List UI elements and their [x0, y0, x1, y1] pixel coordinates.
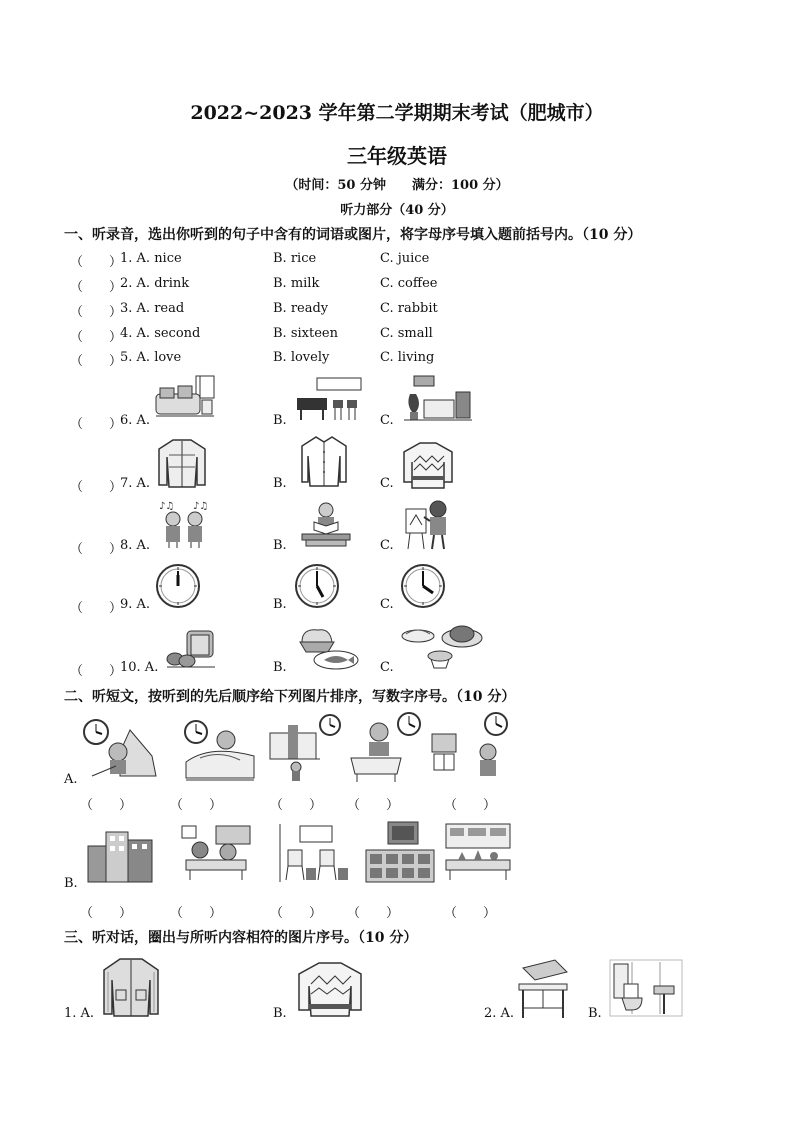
option-c: C. small — [380, 326, 433, 341]
q1-option-a: 1. A. — [64, 1006, 95, 1021]
order-blank[interactable]: （ ） — [347, 798, 400, 813]
sweater-icon[interactable] — [400, 440, 456, 490]
option-c: C. — [380, 538, 394, 553]
q2-option-b: B. — [588, 1006, 602, 1021]
clock-four-icon[interactable] — [400, 563, 446, 609]
option-b: B. sixteen — [273, 326, 338, 341]
wakeup-scene-icon[interactable] — [80, 716, 160, 784]
answer-paren[interactable]: （ ） — [70, 480, 123, 495]
option-a: 10. A. — [120, 660, 159, 675]
answer-paren[interactable]: （ ） — [70, 417, 123, 432]
option-a: 1. A. nice — [120, 251, 182, 266]
kids-singing-icon[interactable] — [157, 499, 211, 549]
option-c: C. — [380, 597, 394, 612]
order-blank[interactable]: （ ） — [170, 906, 223, 921]
answer-paren[interactable]: （ ） — [70, 305, 123, 320]
answer-paren[interactable]: （ ） — [70, 354, 123, 369]
bathroom-icon[interactable] — [608, 958, 684, 1018]
option-b: B. — [273, 476, 287, 491]
rice-fish-icon[interactable] — [296, 626, 362, 672]
row-b-label: B. — [64, 876, 78, 891]
tv-scene-icon[interactable] — [428, 712, 512, 784]
desk-scene-icon[interactable] — [343, 712, 425, 784]
order-blank[interactable]: （ ） — [444, 798, 497, 813]
school-scene-icon[interactable] — [266, 713, 344, 785]
answer-paren[interactable]: （ ） — [70, 601, 123, 616]
order-blank[interactable]: （ ） — [270, 798, 323, 813]
section1-heading: 一、听录音，选出你听到的句子中含有的词语或图片，将字母序号填入题前括号内。（10 分） — [64, 227, 642, 243]
room-desk-plant-icon[interactable] — [402, 374, 474, 424]
order-blank[interactable]: （ ） — [170, 798, 223, 813]
clock-twelve-icon[interactable] — [155, 563, 201, 609]
bed-scene-icon[interactable] — [180, 718, 260, 784]
exam-subtitle: 三年级英语 — [347, 144, 447, 168]
piano-chairs-icon[interactable] — [293, 376, 365, 422]
order-blank[interactable]: （ ） — [80, 798, 133, 813]
jacket-icon[interactable] — [155, 437, 209, 489]
kid-drawing-icon[interactable] — [402, 499, 454, 551]
exam-meta: （时间：50 分钟 满分：100 分） — [285, 178, 509, 193]
option-b: B. — [273, 597, 287, 612]
svg-text:♪♫: ♪♫ — [159, 501, 175, 512]
table-icon[interactable] — [515, 958, 571, 1020]
row-a-label: A. — [64, 772, 78, 787]
option-b: B. lovely — [273, 350, 330, 365]
option-c: C. coffee — [380, 276, 438, 291]
option-a: 3. A. read — [120, 301, 185, 316]
answer-paren[interactable]: （ ） — [70, 280, 123, 295]
order-blank[interactable]: （ ） — [270, 906, 323, 921]
answer-paren[interactable]: （ ） — [70, 330, 123, 345]
order-blank[interactable]: （ ） — [444, 906, 497, 921]
patterned-sweater-icon[interactable] — [295, 960, 365, 1018]
option-b: B. milk — [273, 276, 320, 291]
option-b: B. rice — [273, 251, 317, 266]
answer-paren[interactable]: （ ） — [70, 542, 123, 557]
q1-option-b: B. — [273, 1006, 287, 1021]
order-blank[interactable]: （ ） — [80, 906, 133, 921]
option-a: 8. A. — [120, 538, 151, 553]
option-c: C. — [380, 660, 394, 675]
computer-room-icon[interactable] — [364, 820, 436, 884]
option-a: 4. A. second — [120, 326, 201, 341]
exam-title: 2022~2023 学年第二学期期末考试（肥城市） — [190, 102, 604, 124]
section2-heading: 二、听短文，按听到的先后顺序给下列图片排序，写数字序号。（10 分） — [64, 689, 516, 705]
option-c: C. — [380, 413, 394, 428]
kid-reading-icon[interactable] — [298, 502, 354, 548]
option-b: B. ready — [273, 301, 329, 316]
order-blank[interactable]: （ ） — [347, 906, 400, 921]
coat-icon[interactable] — [100, 956, 162, 1018]
living-room-sofa-icon[interactable] — [152, 372, 218, 422]
option-a: 5. A. love — [120, 350, 182, 365]
option-b: B. — [273, 538, 287, 553]
q2-option-a: 2. A. — [484, 1006, 515, 1021]
option-c: C. juice — [380, 251, 430, 266]
classroom-kids-icon[interactable] — [180, 824, 254, 882]
answer-paren[interactable]: （ ） — [70, 255, 123, 270]
option-c: C. living — [380, 350, 435, 365]
science-lab-icon[interactable] — [444, 822, 512, 882]
option-a: 9. A. — [120, 597, 151, 612]
listening-part-title: 听力部分（40 分） — [340, 203, 454, 218]
option-a: 2. A. drink — [120, 276, 190, 291]
option-c: C. rabbit — [380, 301, 438, 316]
option-b: B. — [273, 413, 287, 428]
noodles-chicken-icon[interactable] — [400, 624, 486, 674]
option-a: 7. A. — [120, 476, 151, 491]
answer-paren[interactable]: （ ） — [70, 664, 123, 679]
option-a: 6. A. — [120, 413, 151, 428]
option-b: B. — [273, 660, 287, 675]
art-room-icon[interactable] — [276, 822, 352, 884]
option-c: C. — [380, 476, 394, 491]
shirt-icon[interactable] — [298, 434, 350, 488]
clock-five-icon[interactable] — [294, 563, 340, 609]
buildings-icon[interactable] — [86, 826, 154, 884]
svg-text:♪♫: ♪♫ — [193, 501, 209, 512]
section3-heading: 三、听对话，圈出与所听内容相符的图片序号。（10 分） — [64, 930, 418, 946]
bread-eggs-icon[interactable] — [165, 627, 217, 669]
